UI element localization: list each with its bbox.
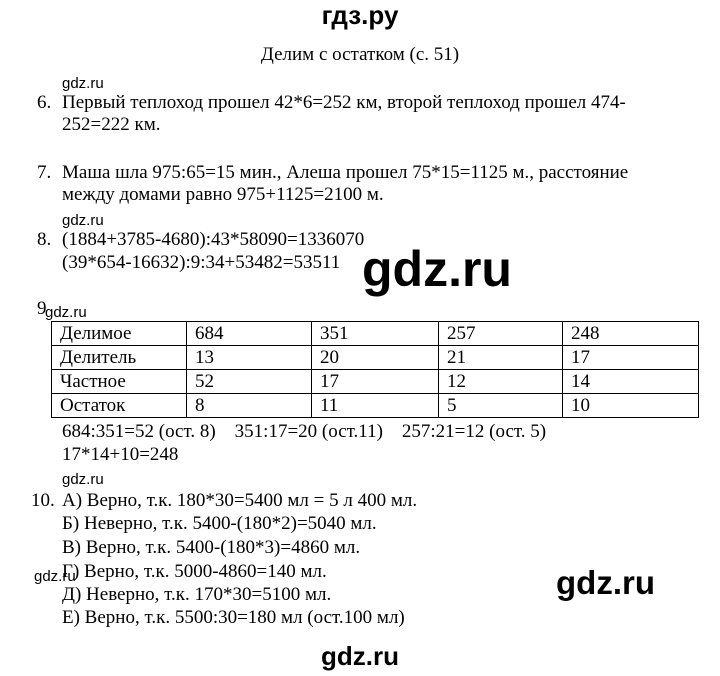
table-cell: 8 <box>187 394 312 418</box>
watermark-small: gdz.ru <box>62 75 104 92</box>
task-text: (39*654-16632):9:34+53482=53511 <box>62 252 341 273</box>
watermark-large: gdz.ru <box>556 564 655 601</box>
task-note: 684:351=52 (ост. 8) 351:17=20 (ост.11) 257:21=12 (ост. 5) <box>62 421 547 442</box>
table-cell: 684 <box>187 322 312 346</box>
table-cell: 21 <box>439 346 563 370</box>
table-cell: 248 <box>563 322 699 346</box>
table-cell: 14 <box>563 370 699 394</box>
task-text: между домами равно 975+1125=2100 м. <box>62 184 384 205</box>
table-cell: 17 <box>312 370 439 394</box>
division-table <box>51 321 699 418</box>
watermark-small: gdz.ru <box>62 471 104 488</box>
table-row <box>52 394 699 418</box>
answer-item: В) Верно, т.к. 5400-(180*3)=4860 мл. <box>62 537 361 558</box>
task-text: Маша шла 975:65=15 мин., Алеша прошел 75*15=1125 м., расстояние <box>62 162 629 183</box>
table-cell: 52 <box>187 370 312 394</box>
answer-item: Е) Верно, т.к. 5500:30=180 мл (ост.100 мл) <box>62 607 405 628</box>
answer-item: Д) Неверно, т.к. 170*30=5100 мл. <box>62 584 332 605</box>
table-cell: 11 <box>312 394 439 418</box>
task-text: Первый теплоход прошел 42*6=252 км, второй теплоход прошел 474- <box>62 92 626 113</box>
watermark-large: gdz.ru <box>362 241 512 297</box>
task-text: (1884+3785-4680):43*58090=1336070 <box>62 229 365 250</box>
table-cell: 20 <box>312 346 439 370</box>
table-cell: 10 <box>563 394 699 418</box>
task-number: 7. <box>37 162 52 183</box>
task-number: 8. <box>37 229 52 250</box>
task-number: 6. <box>37 92 52 113</box>
row-header: Частное <box>52 370 187 394</box>
table-cell: 13 <box>187 346 312 370</box>
row-header: Остаток <box>52 394 187 418</box>
site-header: гдз.ру <box>321 0 399 30</box>
task-number: 9 <box>37 298 47 319</box>
table-row <box>52 346 699 370</box>
watermark-small: gdz.ru <box>34 568 76 585</box>
answer-item: А) Верно, т.к. 180*30=5400 мл = 5 л 400 мл. <box>62 490 418 511</box>
table-row <box>52 370 699 394</box>
table-cell: 17 <box>563 346 699 370</box>
task-text: 252=222 км. <box>62 114 161 135</box>
table-cell: 351 <box>312 322 439 346</box>
table-cell: 12 <box>439 370 563 394</box>
table-row <box>52 322 699 346</box>
page-title: Делим с остатком (с. 51) <box>260 44 460 65</box>
answer-item: Б) Неверно, т.к. 5400-(180*2)=5040 мл. <box>62 513 377 534</box>
table-cell: 5 <box>439 394 563 418</box>
watermark-small: gdz.ru <box>45 304 87 321</box>
row-header: Делимое <box>52 322 187 346</box>
task-note: 17*14+10=248 <box>62 444 179 465</box>
row-header: Делитель <box>52 346 187 370</box>
table-cell: 257 <box>439 322 563 346</box>
answer-item: Г) Верно, т.к. 5000-4860=140 мл. <box>62 561 327 582</box>
watermark-small: gdz.ru <box>62 212 104 229</box>
watermark-bottom: gdz.ru <box>321 641 399 671</box>
task-number: 10. <box>31 490 55 511</box>
